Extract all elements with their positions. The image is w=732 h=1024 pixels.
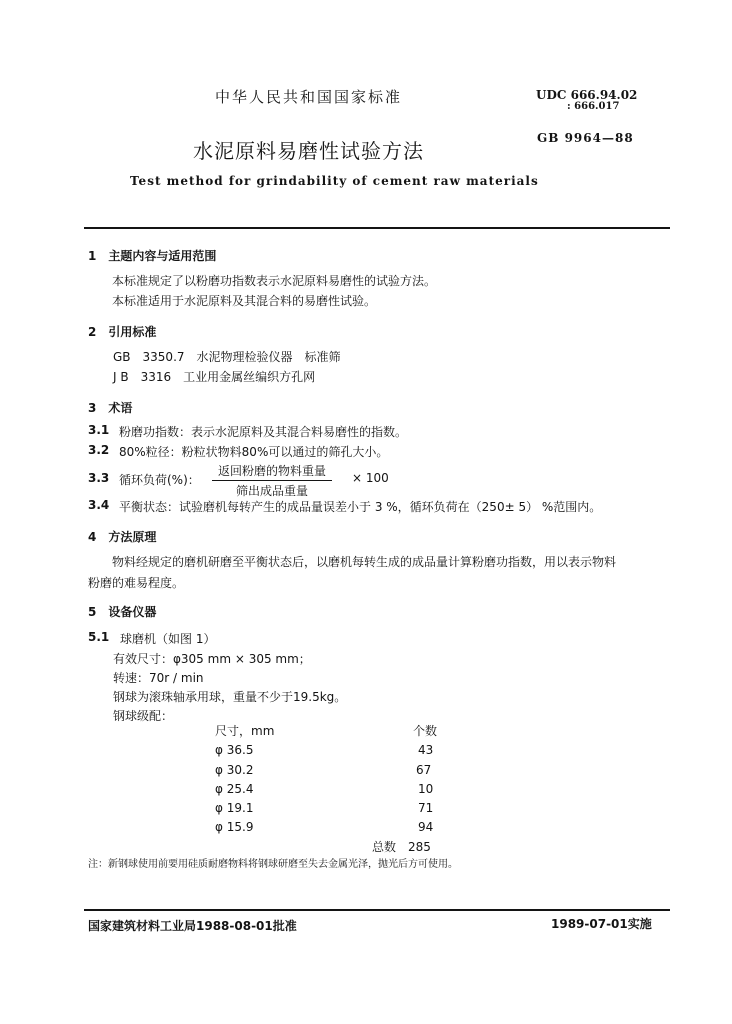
table-cell-size: φ 15.9 [215, 820, 254, 834]
equipment-size: 有效尺寸：φ305 mm × 305 mm； [113, 652, 311, 666]
section-1-paragraph: 本标准适用于水泥原料及其混合料的易磨性试验。 [112, 294, 377, 308]
table-total: 总数 285 [372, 840, 431, 854]
clause-number: 3.2 [88, 443, 110, 457]
section-2-heading: 2 引用标准 [88, 325, 157, 339]
section-1-heading: 1 主题内容与适用范围 [88, 249, 217, 263]
section-1-paragraph: 本标准规定了以粉磨功指数表示水泥原料易磨性的试验方法。 [112, 274, 437, 288]
table-cell-size: φ 36.5 [215, 743, 254, 757]
ball-type: 钢球为滚珠轴承用球，重量不少于19.5kg。 [113, 690, 347, 704]
approval-info: 国家建筑材料工业局1988-08-01批准 [88, 919, 297, 933]
table-cell-count: 71 [418, 801, 434, 815]
effective-date: 1989-07-01实施 [551, 917, 652, 931]
table-header-size: 尺寸，mm [215, 724, 275, 738]
bottom-rule [84, 909, 670, 911]
reference-item: J B 3316 工业用金属丝编织方孔网 [113, 370, 316, 384]
equipment-speed: 转速：70r / min [113, 671, 204, 685]
term-definition: 平衡状态：试验磨机每转产生的成品量误差小于 3 %，循环负荷在（250± 5） %范围内。 [119, 500, 602, 514]
clause-number: 3.4 [88, 498, 110, 512]
term-definition: 粉磨功指数：表示水泥原料及其混合料易磨性的指数。 [119, 425, 408, 439]
table-cell-count: 43 [418, 743, 434, 757]
udc-code-sub: : 666.017 [567, 101, 620, 112]
section-4-paragraph: 粉磨的难易程度。 [88, 576, 185, 590]
footnote: 注：新钢球使用前要用硅质耐磨物料将钢球研磨至失去金属光泽，抛光后方可使用。 [88, 859, 458, 870]
formula-denominator: 筛出成品重量 [236, 484, 309, 498]
formula-label: 循环负荷(%)： [119, 473, 200, 487]
clause-number: 5.1 [88, 630, 110, 644]
top-rule [84, 227, 670, 229]
table-cell-count: 67 [416, 763, 432, 777]
term-definition: 80%粒径：粉粒状物料80%可以通过的筛孔大小。 [119, 445, 389, 459]
section-4-heading: 4 方法原理 [88, 530, 157, 544]
table-cell-size: φ 19.1 [215, 801, 254, 815]
gradation-label: 钢球级配： [113, 709, 174, 723]
gb-code: GB 9964—88 [537, 131, 634, 145]
table-cell-count: 94 [418, 820, 434, 834]
equipment-name: 球磨机（如图 1） [120, 632, 216, 646]
reference-item: GB 3350.7 水泥物理检验仪器 标准筛 [113, 350, 341, 364]
page-title-en: Test method for grindability of cement raw materials [130, 174, 539, 188]
section-4-paragraph: 物料经规定的磨机研磨至平衡状态后，以磨机每转生成的成品量计算粉磨功指数，用以表示物料 [112, 555, 617, 569]
table-cell-count: 10 [418, 782, 434, 796]
formula-multiplier: × 100 [352, 471, 389, 485]
section-3-heading: 3 术语 [88, 401, 133, 415]
section-5-heading: 5 设备仪器 [88, 605, 157, 619]
formula-numerator: 返回粉磨的物料重量 [212, 462, 332, 481]
table-cell-size: φ 30.2 [215, 763, 254, 777]
page-title: 水泥原料易磨性试验方法 [193, 139, 424, 163]
table-cell-size: φ 25.4 [215, 782, 254, 796]
standard-name: 中华人民共和国国家标准 [215, 88, 403, 106]
clause-number: 3.1 [88, 423, 110, 437]
table-header-count: 个数 [413, 724, 438, 738]
clause-number: 3.3 [88, 471, 110, 485]
udc-code: UDC 666.94.02 [536, 88, 638, 102]
formula-fraction [212, 462, 332, 499]
